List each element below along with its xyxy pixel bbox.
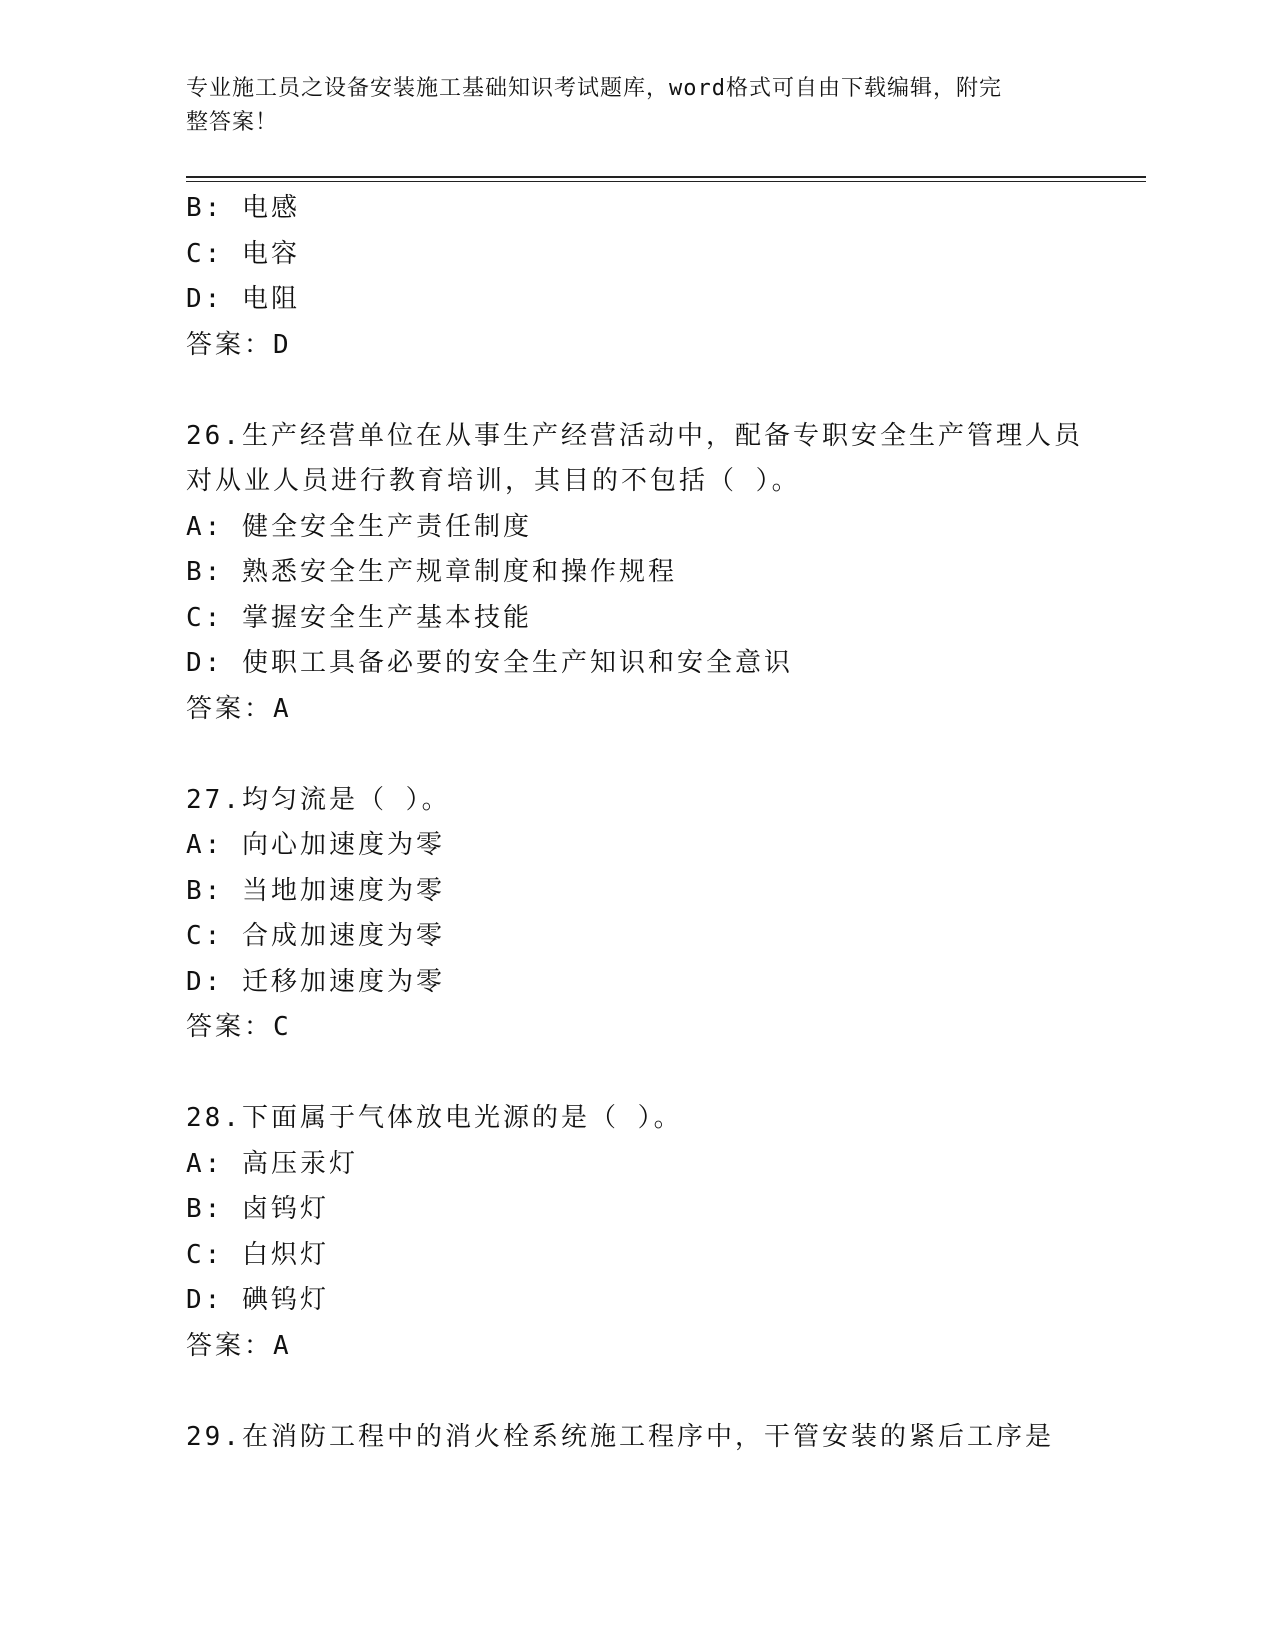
option-b: B: 熟悉安全生产规章制度和操作规程 xyxy=(186,557,677,587)
answer-line: 答案：C xyxy=(186,1012,292,1042)
option-a: A: 健全安全生产责任制度 xyxy=(186,511,532,542)
spacer xyxy=(186,368,1146,414)
question-29 xyxy=(186,1415,1146,1461)
option-d: D: 迁移加速度为零 xyxy=(186,966,445,997)
option-b: B: 当地加速度为零 xyxy=(186,875,445,906)
document-header xyxy=(186,72,1056,140)
question-26 xyxy=(186,414,1146,733)
question-list xyxy=(186,186,1146,1460)
question-27 xyxy=(186,778,1146,1051)
option-a: A: 向心加速度为零 xyxy=(186,830,445,860)
question-stem: 26.生产经营单位在从事生产经营活动中，配备专职安全生产管理人员 xyxy=(186,420,1083,451)
option-d: D: 电阻 xyxy=(186,284,300,314)
question-25-continued xyxy=(186,186,1146,368)
spacer xyxy=(186,1051,1146,1097)
header-divider-thick xyxy=(186,176,1146,178)
option-b: B: 电感 xyxy=(186,193,300,223)
answer-line: 答案：A xyxy=(186,693,292,724)
option-b: B: 卤钨灯 xyxy=(186,1194,329,1224)
header-divider-thin xyxy=(186,181,1146,182)
header-line-1: 专业施工员之设备安装施工基础知识考试题库，word格式可自由下载编辑，附完 xyxy=(186,76,1002,101)
answer-line: 答案：A xyxy=(186,1330,292,1361)
option-c: C: 合成加速度为零 xyxy=(186,921,445,951)
question-stem: 27.均匀流是（ ）。 xyxy=(186,784,451,815)
spacer xyxy=(186,1369,1146,1415)
option-d: D: 使职工具备必要的安全生产知识和安全意识 xyxy=(186,648,793,678)
question-stem-continued: 对从业人员进行教育培训，其目的不包括（ ）。 xyxy=(186,466,801,496)
question-stem: 28.下面属于气体放电光源的是（ ）。 xyxy=(186,1103,683,1133)
header-line-2: 整答案！ xyxy=(186,110,279,135)
question-28 xyxy=(186,1096,1146,1369)
option-a: A: 高压汞灯 xyxy=(186,1148,358,1179)
option-c: C: 电容 xyxy=(186,238,300,269)
spacer xyxy=(186,732,1146,778)
option-c: C: 掌握安全生产基本技能 xyxy=(186,602,532,633)
question-stem: 29.在消防工程中的消火栓系统施工程序中，干管安装的紧后工序是 xyxy=(186,1421,1054,1452)
option-d: D: 碘钨灯 xyxy=(186,1285,329,1315)
option-c: C: 白炽灯 xyxy=(186,1239,329,1270)
answer-line: 答案：D xyxy=(186,329,292,360)
